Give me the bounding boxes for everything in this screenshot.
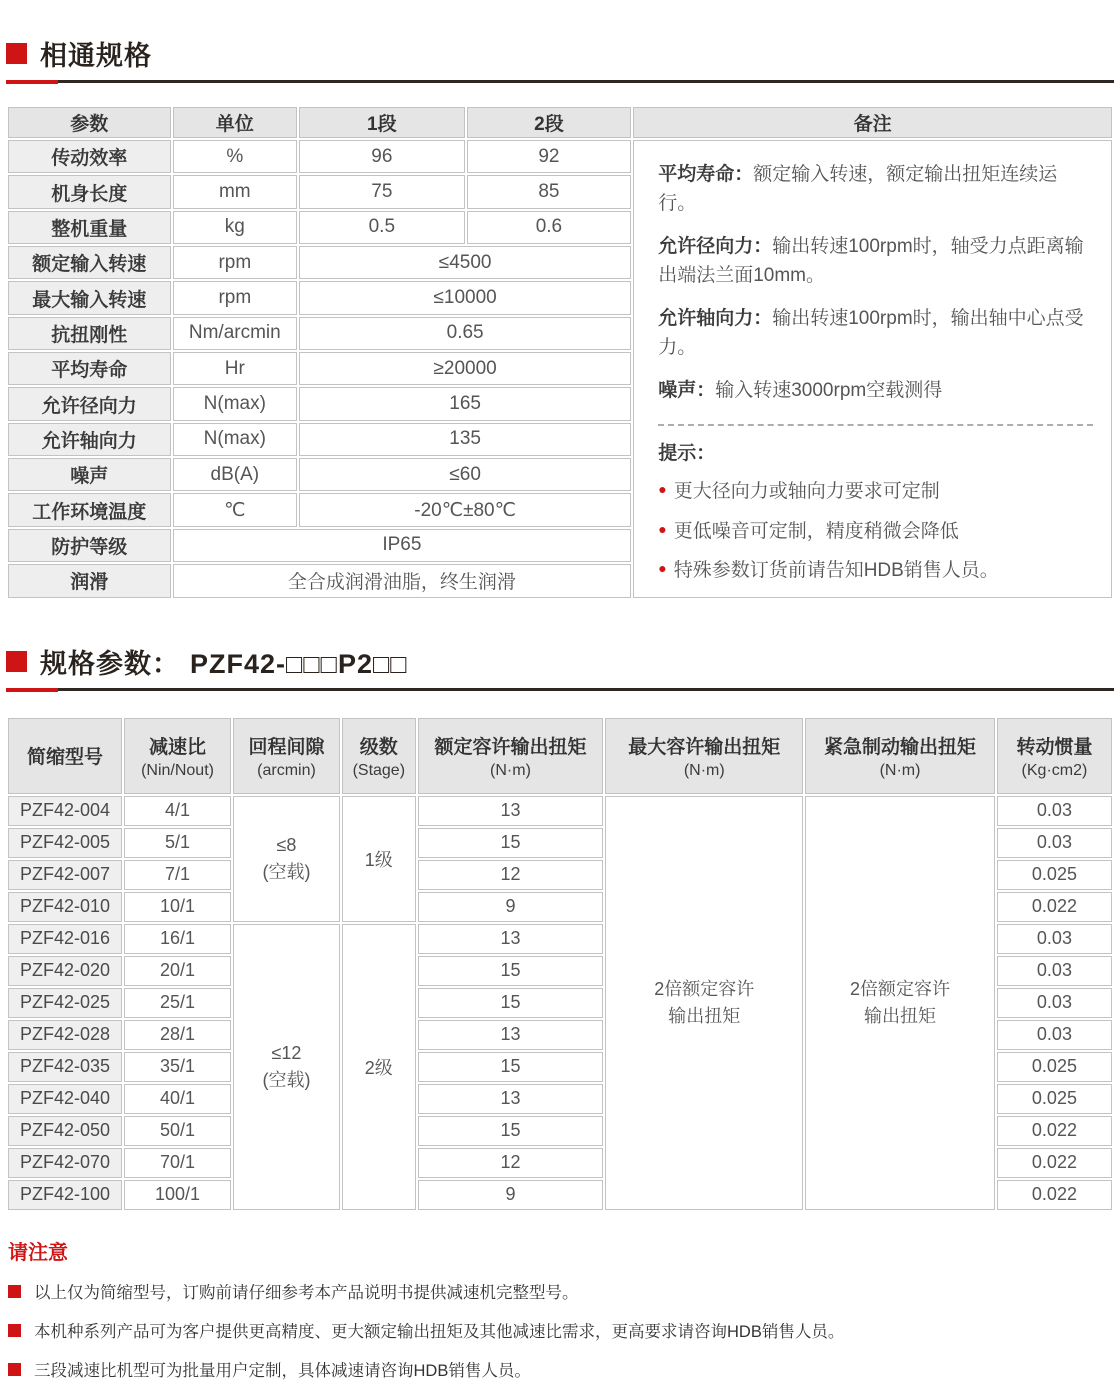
- model-cell: PZF42-020: [8, 956, 122, 986]
- backlash-cell: ≤8 (空载): [233, 796, 340, 922]
- value-cell: ≥20000: [299, 352, 631, 385]
- remark-note: 平均寿命：额定输入转速，额定输出扭矩连续运行。: [658, 161, 1093, 218]
- value-cell: ≤60: [299, 458, 631, 491]
- ratio-cell: 5/1: [124, 828, 231, 858]
- section1-heading: [6, 34, 1114, 73]
- value-cell: 0.5: [299, 211, 465, 244]
- remark-note: 允许径向力：输出转速100rpm时，轴受力点距离输出端法兰面10mm。: [658, 233, 1093, 290]
- table-row: [8, 796, 1112, 826]
- section2-title: [40, 642, 408, 681]
- notice-item: 本机种系列产品可为客户提供更高精度、更大额定输出扭矩及其他减速比需求，更高要求请咨询HDB销售人员。: [8, 1321, 1114, 1343]
- inertia-cell: 0.03: [997, 1020, 1112, 1050]
- ratio-cell: 16/1: [124, 924, 231, 954]
- inertia-cell: 0.022: [997, 892, 1112, 922]
- red-square-bullet: [6, 43, 27, 64]
- rated-torque-cell: 15: [418, 1052, 604, 1082]
- param-cell: 传动效率: [8, 140, 171, 173]
- model-cell: PZF42-100: [8, 1180, 122, 1210]
- model-cell: PZF42-016: [8, 924, 122, 954]
- red-square-bullet: [8, 1363, 21, 1376]
- rated-torque-cell: 13: [418, 924, 604, 954]
- remark-note: 噪声：输入转速3000rpm空载测得: [658, 377, 1093, 406]
- model-cell: PZF42-035: [8, 1052, 122, 1082]
- red-square-bullet: [6, 651, 27, 672]
- rated-torque-cell: 15: [418, 1116, 604, 1146]
- inertia-cell: 0.03: [997, 796, 1112, 826]
- model-cell: PZF42-005: [8, 828, 122, 858]
- section1-title: 相通规格: [40, 34, 152, 73]
- inertia-cell: 0.03: [997, 828, 1112, 858]
- notice-title: 请注意: [8, 1236, 1114, 1265]
- rated-torque-cell: 9: [418, 1180, 604, 1210]
- inertia-cell: 0.03: [997, 924, 1112, 954]
- table-header-row: [8, 107, 1112, 138]
- table-row: [8, 140, 1112, 173]
- ratio-cell: 50/1: [124, 1116, 231, 1146]
- rated-torque-cell: 12: [418, 1148, 604, 1178]
- col-header-backlash: 回程间隙 (arcmin): [233, 718, 340, 794]
- ratio-cell: 7/1: [124, 860, 231, 890]
- unit-cell: kg: [173, 211, 297, 244]
- red-square-bullet: [8, 1324, 21, 1337]
- param-cell: 允许径向力: [8, 387, 171, 420]
- param-cell: 抗扭刚性: [8, 317, 171, 350]
- rule-red-segment: [6, 688, 58, 692]
- param-cell: 允许轴向力: [8, 423, 171, 456]
- inertia-cell: 0.022: [997, 1116, 1112, 1146]
- section2-rule: [6, 688, 1114, 691]
- rated-torque-cell: 15: [418, 828, 604, 858]
- value-cell: IP65: [173, 529, 632, 562]
- unit-cell: dB(A): [173, 458, 297, 491]
- inertia-cell: 0.025: [997, 1084, 1112, 1114]
- ratio-cell: 70/1: [124, 1148, 231, 1178]
- col-header-stage2: 2段: [467, 107, 632, 138]
- remark-note: 允许轴向力：输出转速100rpm时，输出轴中心点受力。: [658, 305, 1093, 362]
- red-dot-bullet: ●: [658, 478, 666, 502]
- common-spec-table: [6, 105, 1114, 600]
- param-cell: 整机重量: [8, 211, 171, 244]
- model-spec-table: [6, 716, 1114, 1212]
- value-cell: 165: [299, 387, 631, 420]
- ratio-cell: 40/1: [124, 1084, 231, 1114]
- rated-torque-cell: 13: [418, 1084, 604, 1114]
- unit-cell: mm: [173, 175, 297, 208]
- inertia-cell: 0.03: [997, 988, 1112, 1018]
- notice-item: 三段减速比机型可为批量用户定制，具体减速请咨询HDB销售人员。: [8, 1360, 1114, 1382]
- col-header-stage1: 1段: [299, 107, 465, 138]
- value-cell: 96: [299, 140, 465, 173]
- model-cell: PZF42-070: [8, 1148, 122, 1178]
- ratio-cell: 20/1: [124, 956, 231, 986]
- brake-torque-cell: 2倍额定容许 输出扭矩: [805, 796, 995, 1210]
- table-header-row: [8, 718, 1112, 794]
- col-header-stage: 级数 (Stage): [342, 718, 416, 794]
- ratio-cell: 35/1: [124, 1052, 231, 1082]
- section2-title-label: 规格参数：: [40, 642, 180, 681]
- remark-panel: [633, 140, 1112, 598]
- col-header-max-torque: 最大容许输出扭矩 (N·m): [605, 718, 803, 794]
- value-cell: ≤4500: [299, 246, 631, 279]
- tip-item: ● 更大径向力或轴向力要求可定制: [658, 478, 1093, 507]
- stage-cell: 2级: [342, 924, 416, 1210]
- stage-cell: 1级: [342, 796, 416, 922]
- unit-cell: ℃: [173, 493, 297, 526]
- rated-torque-cell: 15: [418, 988, 604, 1018]
- inertia-cell: 0.025: [997, 860, 1112, 890]
- model-code: PZF42-□□□P2□□: [190, 649, 408, 680]
- rule-red-segment: [6, 80, 58, 84]
- red-dot-bullet: ●: [658, 518, 666, 542]
- param-cell: 平均寿命: [8, 352, 171, 385]
- unit-cell: N(max): [173, 423, 297, 456]
- col-header-param: 参数: [8, 107, 171, 138]
- model-cell: PZF42-050: [8, 1116, 122, 1146]
- unit-cell: Nm/arcmin: [173, 317, 297, 350]
- rated-torque-cell: 13: [418, 796, 604, 826]
- col-header-inertia: 转动惯量 (Kg·cm2): [997, 718, 1112, 794]
- col-header-model: 简缩型号: [8, 718, 122, 794]
- section1-rule: [6, 80, 1114, 83]
- unit-cell: %: [173, 140, 297, 173]
- unit-cell: Hr: [173, 352, 297, 385]
- param-cell: 噪声: [8, 458, 171, 491]
- section2-heading: [6, 642, 1114, 681]
- col-header-remark: 备注: [633, 107, 1112, 138]
- tip-item: ● 特殊参数订货前请告知HDB销售人员。: [658, 557, 1093, 586]
- notice-item: 以上仅为简缩型号，订购前请仔细参考本产品说明书提供减速机完整型号。: [8, 1282, 1114, 1304]
- value-cell: ≤10000: [299, 281, 631, 314]
- value-cell: 85: [467, 175, 632, 208]
- model-cell: PZF42-028: [8, 1020, 122, 1050]
- param-cell: 防护等级: [8, 529, 171, 562]
- col-header-unit: 单位: [173, 107, 297, 138]
- inertia-cell: 0.022: [997, 1180, 1112, 1210]
- ratio-cell: 25/1: [124, 988, 231, 1018]
- rated-torque-cell: 15: [418, 956, 604, 986]
- red-square-bullet: [8, 1285, 21, 1298]
- model-cell: PZF42-040: [8, 1084, 122, 1114]
- param-cell: 润滑: [8, 564, 171, 597]
- model-cell: PZF42-007: [8, 860, 122, 890]
- param-cell: 工作环境温度: [8, 493, 171, 526]
- ratio-cell: 10/1: [124, 892, 231, 922]
- value-cell: 75: [299, 175, 465, 208]
- value-cell: 0.65: [299, 317, 631, 350]
- unit-cell: N(max): [173, 387, 297, 420]
- param-cell: 额定输入转速: [8, 246, 171, 279]
- max-torque-cell: 2倍额定容许 输出扭矩: [605, 796, 803, 1210]
- tips-title: 提示：: [658, 440, 1093, 469]
- tip-item: ● 更低噪音可定制，精度稍微会降低: [658, 518, 1093, 547]
- value-cell: -20℃±80℃: [299, 493, 631, 526]
- param-cell: 机身长度: [8, 175, 171, 208]
- rated-torque-cell: 12: [418, 860, 604, 890]
- ratio-cell: 100/1: [124, 1180, 231, 1210]
- model-cell: PZF42-025: [8, 988, 122, 1018]
- col-header-rated-torque: 额定容许输出扭矩 (N·m): [418, 718, 604, 794]
- inertia-cell: 0.03: [997, 956, 1112, 986]
- notice-block: [6, 1236, 1114, 1382]
- value-cell: 92: [467, 140, 632, 173]
- value-cell: 135: [299, 423, 631, 456]
- col-header-ratio: 减速比 (Nin/Nout): [124, 718, 231, 794]
- inertia-cell: 0.022: [997, 1148, 1112, 1178]
- red-dot-bullet: ●: [658, 557, 666, 581]
- model-cell: PZF42-004: [8, 796, 122, 826]
- ratio-cell: 4/1: [124, 796, 231, 826]
- param-cell: 最大输入转速: [8, 281, 171, 314]
- model-cell: PZF42-010: [8, 892, 122, 922]
- value-cell: 全合成润滑油脂，终生润滑: [173, 564, 632, 597]
- value-cell: 0.6: [467, 211, 632, 244]
- backlash-cell: ≤12 (空载): [233, 924, 340, 1210]
- unit-cell: rpm: [173, 281, 297, 314]
- ratio-cell: 28/1: [124, 1020, 231, 1050]
- dashed-separator: [658, 424, 1093, 426]
- unit-cell: rpm: [173, 246, 297, 279]
- rated-torque-cell: 13: [418, 1020, 604, 1050]
- col-header-brake-torque: 紧急制动输出扭矩 (N·m): [805, 718, 995, 794]
- inertia-cell: 0.025: [997, 1052, 1112, 1082]
- rated-torque-cell: 9: [418, 892, 604, 922]
